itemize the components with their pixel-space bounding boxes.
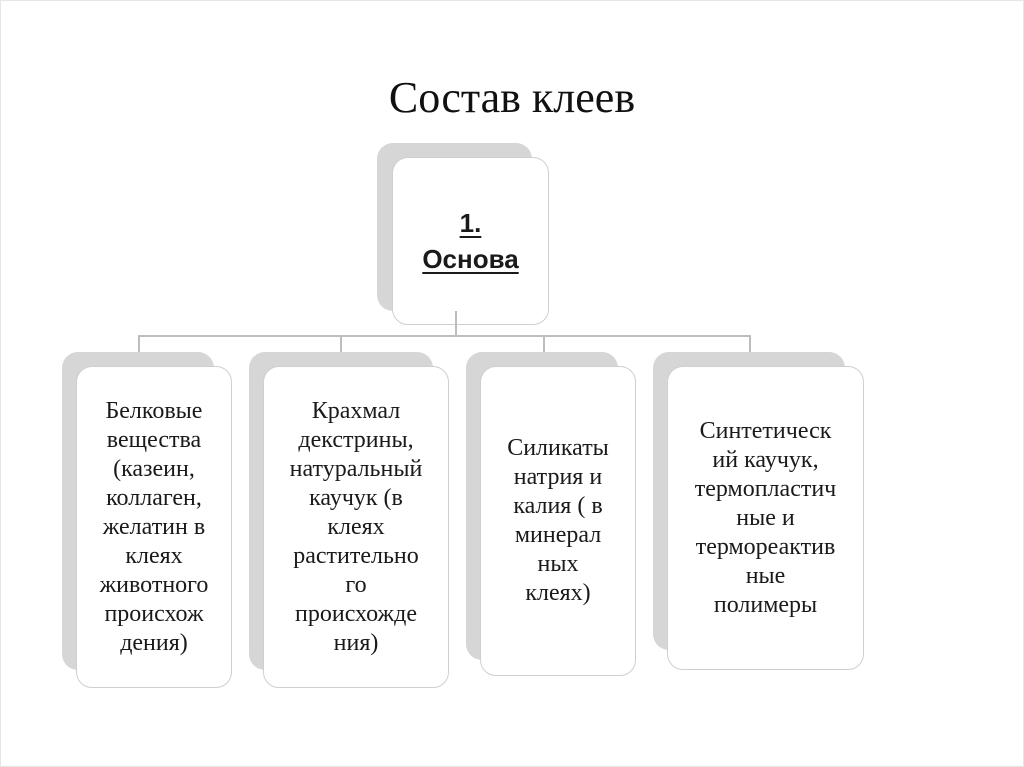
child-node-1-line: клеях: [125, 542, 183, 569]
child-node-3-line: натрия и: [513, 464, 603, 490]
child-node-1-line: животного: [99, 571, 209, 598]
child-node-2: [263, 366, 449, 688]
child-node-2-line: происхожде: [295, 600, 417, 627]
child-node-4-line: Синтетическ: [699, 417, 832, 444]
child-node-3-line: Силикаты: [507, 435, 609, 461]
root-node-line-1: 1.: [459, 208, 482, 238]
child-node-4-line: ий каучук,: [712, 446, 819, 473]
child-node-1-line: вещества: [106, 426, 202, 453]
child-node-1-text: [100, 397, 209, 658]
child-node-3-line: минерал: [514, 522, 602, 548]
child-node-1-line: (казеин,: [113, 455, 195, 482]
child-node-4-line: ные: [745, 562, 786, 589]
connector-root-stem: [455, 311, 457, 336]
child-node-4-line: полимеры: [713, 591, 818, 618]
child-node-3: [480, 366, 636, 676]
child-node-3-line: ных: [537, 551, 579, 577]
connector-drop-4: [749, 335, 751, 353]
child-node-3-text: [507, 434, 609, 608]
child-node-2-line: натуральный: [289, 455, 423, 482]
child-node-1-line: Белковые: [105, 397, 203, 424]
child-node-4-text: [695, 417, 837, 620]
child-node-1-line: происхож: [104, 600, 204, 627]
connector-drop-2: [340, 335, 342, 353]
child-node-1: [76, 366, 232, 688]
child-node-2-line: растительно: [293, 542, 419, 569]
child-node-2-line: декстрины,: [298, 426, 414, 453]
root-node-line-2: Основа: [422, 244, 519, 274]
child-node-4-line: ные и: [736, 504, 795, 531]
child-node-1-line: желатин в: [102, 513, 206, 540]
child-node-3-line: клеях): [525, 580, 591, 606]
child-node-2-line: каучук (в: [309, 484, 403, 511]
child-node-1-line: коллаген,: [106, 484, 202, 511]
child-node-4-line: термореактив: [695, 533, 836, 560]
connector-horizontal-bar: [138, 335, 751, 337]
child-node-1-line: дения): [120, 629, 188, 656]
root-node: [392, 157, 549, 325]
connector-drop-1: [138, 335, 140, 353]
child-node-2-line: го: [345, 571, 367, 598]
child-node-2-line: ния): [333, 629, 379, 656]
child-node-2-line: Крахмал: [311, 397, 401, 424]
child-node-4-line: термопластич: [694, 475, 837, 502]
slide-title: Состав клеев: [388, 73, 636, 122]
child-node-3-line: калия ( в: [513, 493, 603, 519]
child-node-2-line: клеях: [327, 513, 385, 540]
child-node-4: [667, 366, 864, 670]
connector-drop-3: [543, 335, 545, 353]
child-node-2-text: [290, 397, 423, 658]
root-node-text: [422, 205, 518, 277]
